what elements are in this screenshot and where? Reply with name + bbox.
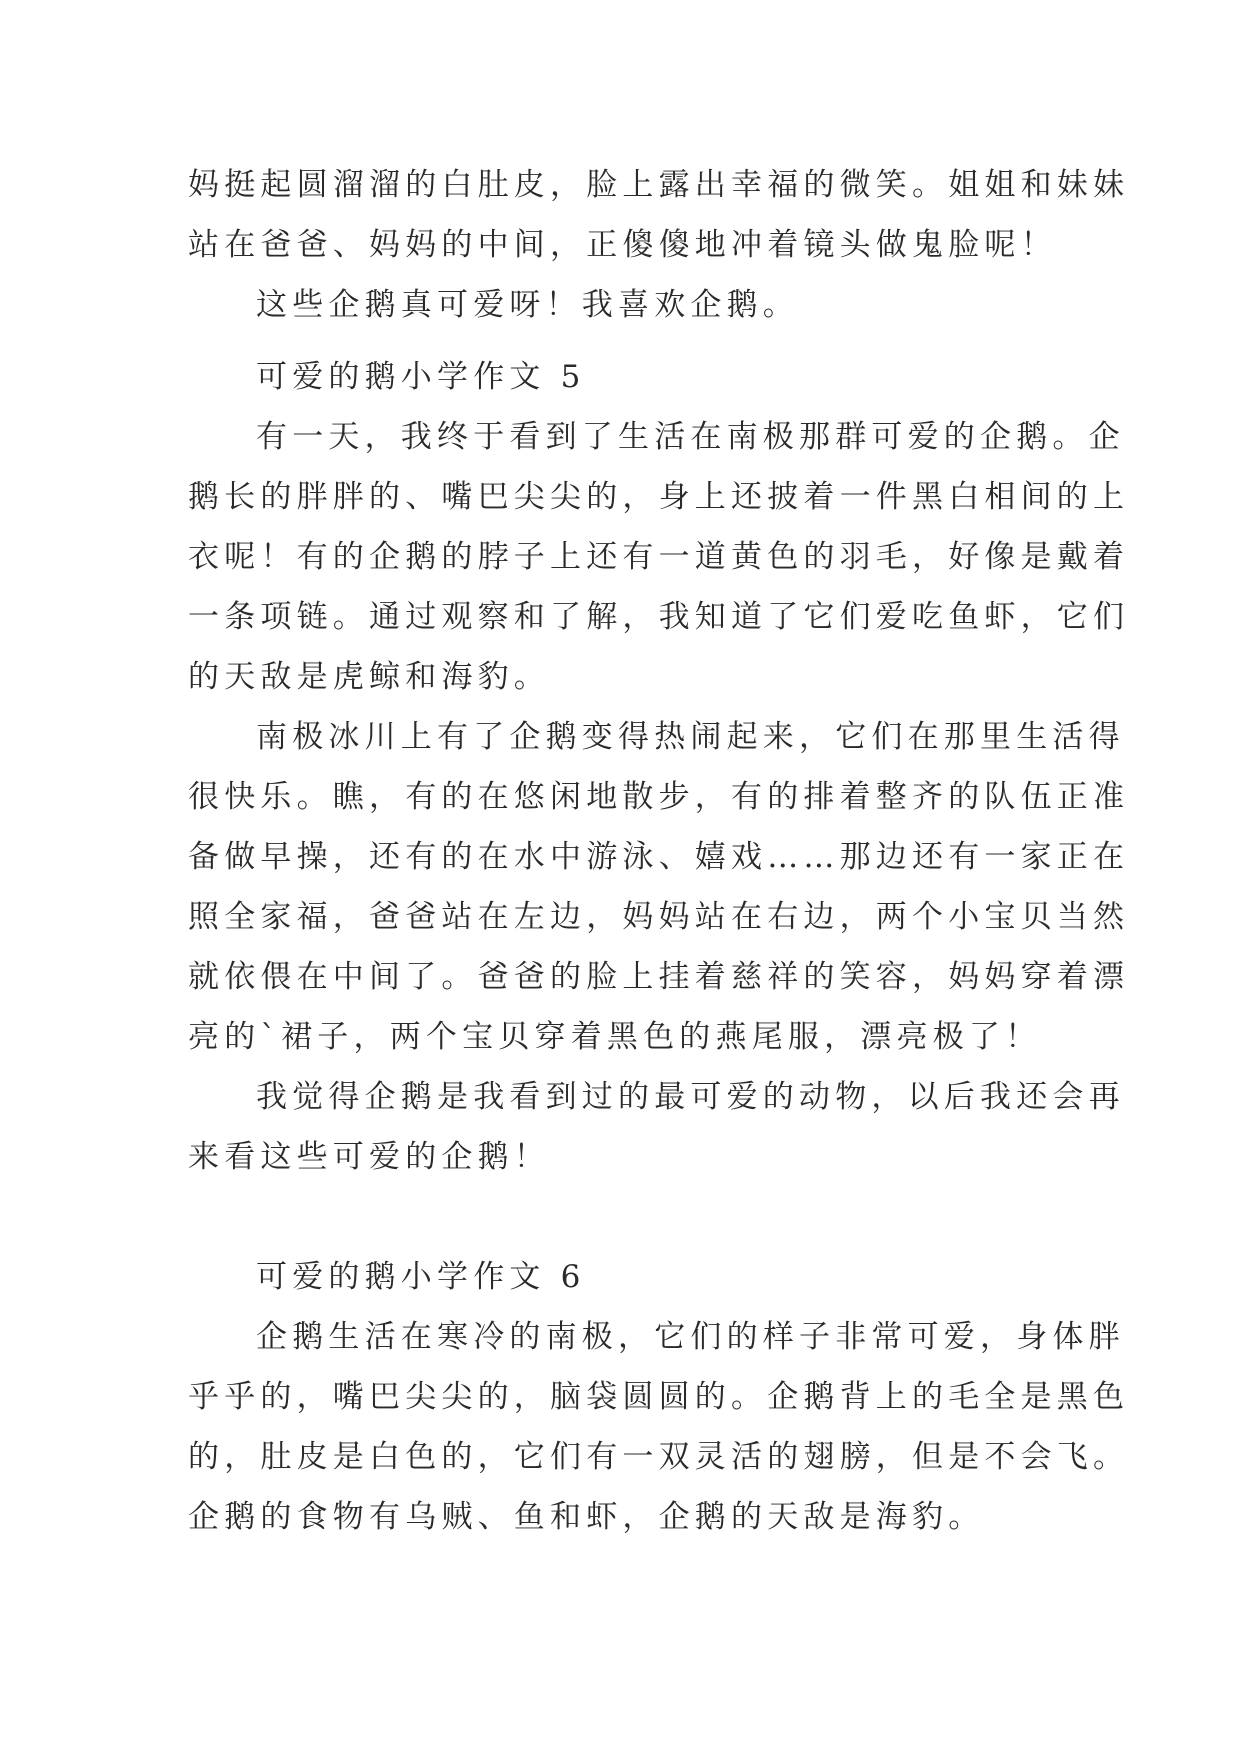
- paragraph-line: 很快乐。瞧，有的在悠闲地散步，有的排着整齐的队伍正准: [188, 779, 1130, 815]
- paragraph-line: 乎乎的，嘴巴尖尖的，脑袋圆圆的。企鹅背上的毛全是黑色: [188, 1379, 1130, 1415]
- paragraph-line: 鹅长的胖胖的、嘴巴尖尖的，身上还披着一件黑白相间的上: [188, 479, 1130, 515]
- paragraph-line: 的，肚皮是白色的，它们有一双灵活的翅膀，但是不会飞。: [188, 1439, 1130, 1475]
- paragraph-line: 一条项链。通过观察和了解，我知道了它们爱吃鱼虾，它们: [188, 599, 1130, 635]
- paragraph-line: 站在爸爸、妈妈的中间，正傻傻地冲着镜头做鬼脸呢！: [188, 227, 1057, 263]
- paragraph-line: 企鹅的食物有乌贼、鱼和虾，企鹅的天敌是海豹。: [188, 1499, 985, 1535]
- paragraph-line: 衣呢！有的企鹅的脖子上还有一道黄色的羽毛，好像是戴着: [188, 539, 1130, 575]
- paragraph-line: 企鹅生活在寒冷的南极，它们的样子非常可爱，身体胖: [256, 1319, 1125, 1355]
- essay-4-ending: [188, 155, 1130, 335]
- paragraph-line: 南极冰川上有了企鹅变得热闹起来，它们在那里生活得: [256, 719, 1125, 755]
- paragraph-line: 的天敌是虎鲸和海豹。: [188, 659, 550, 695]
- paragraph-line: 备做早操，还有的在水中游泳、嬉戏……那边还有一家正在: [188, 839, 1130, 875]
- paragraph-line: 我觉得企鹅是我看到过的最可爱的动物，以后我还会再: [256, 1079, 1125, 1115]
- paragraph-line: 来看这些可爱的企鹅！: [188, 1139, 550, 1175]
- essay-6: [188, 1247, 1130, 1547]
- paragraph-line: 妈挺起圆溜溜的白肚皮，脸上露出幸福的微笑。姐姐和妹妹: [188, 167, 1130, 203]
- paragraph-line: 照全家福，爸爸站在左边，妈妈站在右边，两个小宝贝当然: [188, 899, 1130, 935]
- paragraph-line: 这些企鹅真可爱呀！我喜欢企鹅。: [256, 287, 799, 323]
- paragraph-line: 有一天，我终于看到了生活在南极那群可爱的企鹅。企: [256, 419, 1125, 455]
- essay-title: 可爱的鹅小学作文 5: [256, 359, 586, 395]
- essay-title: 可爱的鹅小学作文 6: [256, 1259, 586, 1295]
- paragraph-line: 亮的`裙子，两个宝贝穿着黑色的燕尾服，漂亮极了！: [188, 1019, 1042, 1055]
- paragraph-line: 就依偎在中间了。爸爸的脸上挂着慈祥的笑容，妈妈穿着漂: [188, 959, 1130, 995]
- essay-5: [188, 347, 1130, 1187]
